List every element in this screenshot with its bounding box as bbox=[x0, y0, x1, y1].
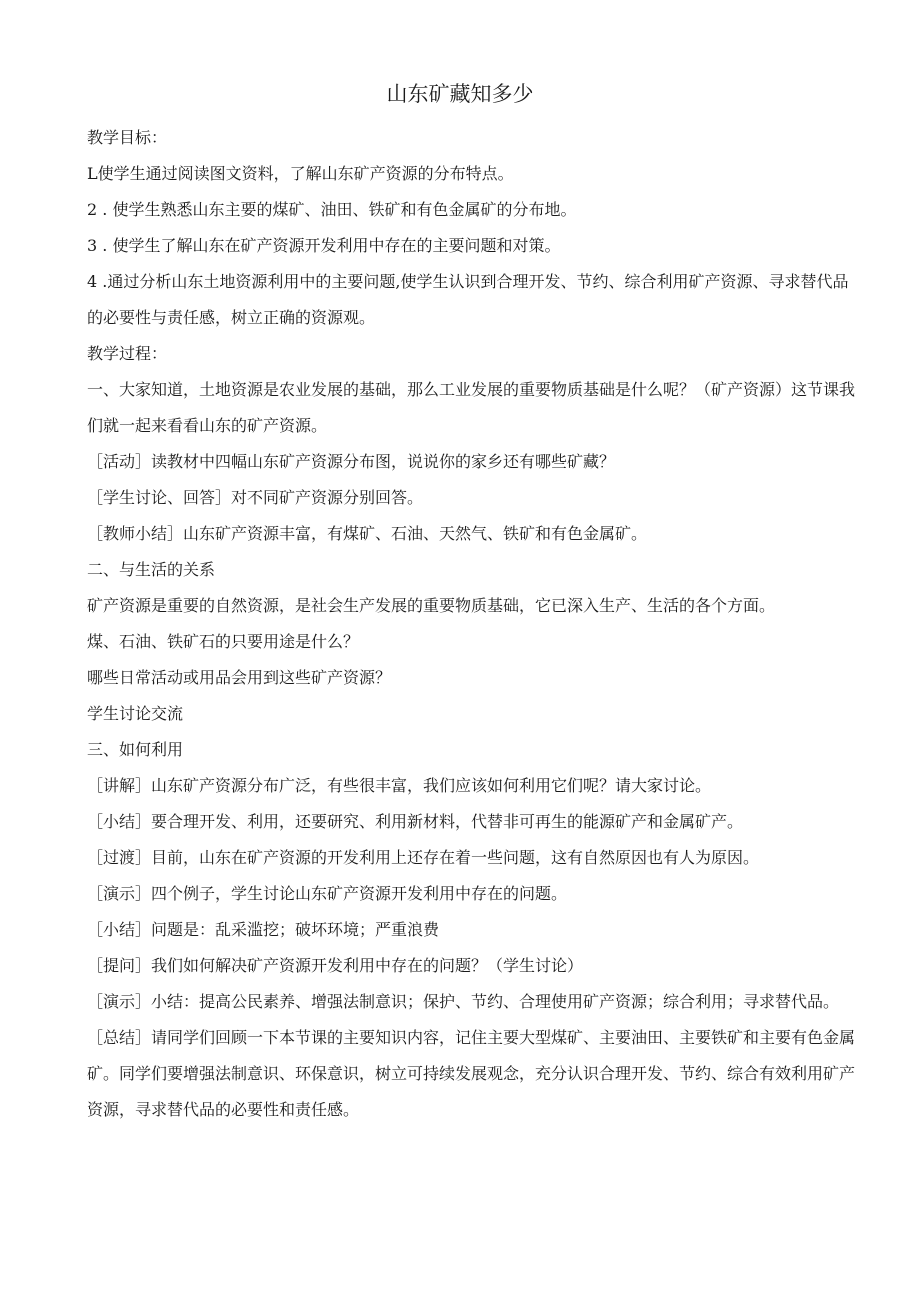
process-paragraph: ［小结］问题是：乱采滥挖；破坏环境；严重浪费 bbox=[87, 920, 440, 939]
process-paragraph: 哪些日常活动或用品会用到这些矿产资源？ bbox=[87, 668, 392, 687]
process-paragraph: ［总结］请同学们回顾一下本节课的主要知识内容，记住主要大型煤矿、主要油田、主要铁矿和主要有色金属矿。同学们要增强法制意识、环保意识，树立可持续发展观念，充分认识合理开发、节约、综合有效利用矿产资源，寻求替代品的必要性和责任感。 bbox=[87, 1028, 856, 1119]
process-paragraph: ［过渡］目前，山东在矿产资源的开发利用上还存在着一些问题，这有自然原因也有人为原因。 bbox=[87, 848, 760, 867]
objectives-heading: 教学目标： bbox=[87, 128, 168, 147]
section-heading: 二、与生活的关系 bbox=[87, 560, 216, 579]
objective-item: 3 . 使学生了解山东在矿产资源开发利用中存在的主要问题和对策。 bbox=[87, 236, 561, 255]
process-paragraph: 学生讨论交流 bbox=[87, 704, 184, 723]
objective-item: L使学生通过阅读图文资料，了解山东矿产资源的分布特点。 bbox=[87, 164, 514, 183]
process-heading: 教学过程： bbox=[87, 344, 168, 363]
process-paragraph: ［教师小结］山东矿产资源丰富，有煤矿、石油、天然气、铁矿和有色金属矿。 bbox=[87, 524, 648, 543]
document-body bbox=[87, 120, 857, 1128]
section-heading: 三、如何利用 bbox=[87, 740, 184, 759]
process-paragraph: ［活动］读教材中四幅山东矿产资源分布图，说说你的家乡还有哪些矿藏？ bbox=[87, 452, 616, 471]
process-paragraph: 煤、石油、铁矿石的只要用途是什么？ bbox=[87, 632, 360, 651]
process-paragraph: ［提问］我们如何解决矿产资源开发利用中存在的问题？（学生讨论） bbox=[87, 956, 584, 975]
process-paragraph: ［演示］小结：提高公民素养、增强法制意识；保护、节约、合理使用矿产资源；综合利用；寻求替代品。 bbox=[87, 992, 840, 1011]
process-paragraph: ［演示］四个例子，学生讨论山东矿产资源开发利用中存在的问题。 bbox=[87, 884, 568, 903]
process-paragraph: ［学生讨论、回答］对不同矿产资源分别回答。 bbox=[87, 488, 424, 507]
process-paragraph: 一、大家知道，土地资源是农业发展的基础，那么工业发展的重要物质基础是什么呢？（矿产资源）这节课我们就一起来看看山东的矿产资源。 bbox=[87, 380, 856, 435]
objective-item: 4 .通过分析山东土地资源利用中的主要问题,使学生认识到合理开发、节约、综合利用矿产资源、寻求替代品的必要性与责任感，树立正确的资源观。 bbox=[87, 272, 849, 327]
objective-item: 2 . 使学生熟悉山东主要的煤矿、油田、铁矿和有色金属矿的分布地。 bbox=[87, 200, 577, 219]
page-title: 山东矿藏知多少 bbox=[386, 82, 534, 106]
process-paragraph: 矿产资源是重要的自然资源，是社会生产发展的重要物质基础，它已深入生产、生活的各个方面。 bbox=[87, 596, 776, 615]
process-paragraph: ［小结］要合理开发、利用，还要研究、利用新材料，代替非可再生的能源矿产和金属矿产。 bbox=[87, 812, 744, 831]
process-paragraph: ［讲解］山东矿产资源分布广泛，有些很丰富，我们应该如何利用它们呢？请大家讨论。 bbox=[87, 776, 712, 795]
